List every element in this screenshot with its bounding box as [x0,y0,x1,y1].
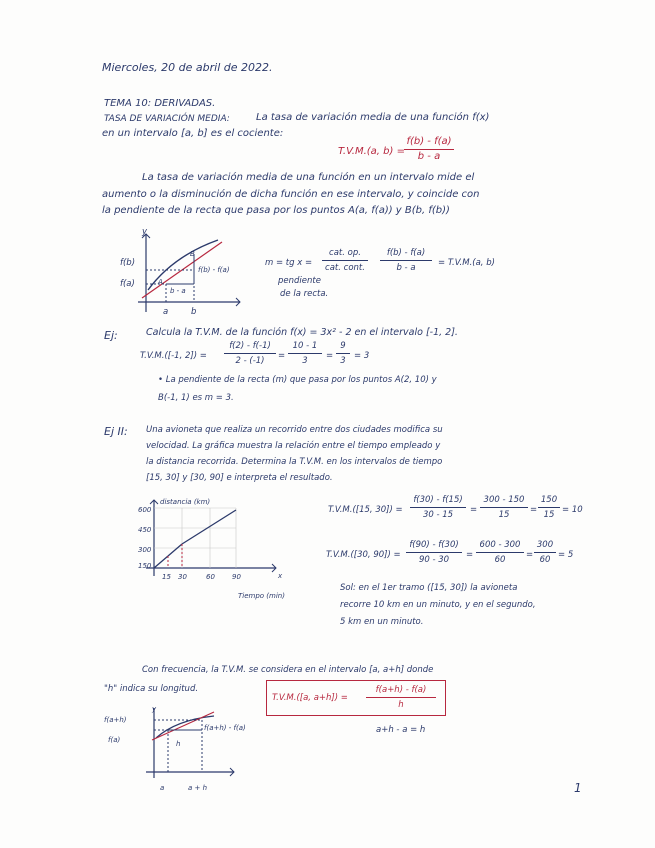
graph2-tick-60: 60 [206,573,215,581]
paragraph-line-2: aumento o la disminución de dicha función en ese intervalo, y coincide con [102,189,480,200]
graph3-x-a: a [160,784,165,792]
graph2-x-label: Tiempo (min) [238,592,285,600]
slope-frac-2-num: f(b) - f(a) [386,248,426,258]
calc2-eq-2: = [526,550,534,560]
increment-h-graph [134,706,244,786]
frequency-line-1: Con frecuencia, la T.V.M. se considera en el intervalo [a, a+h] donde [142,665,434,675]
example2-line-4: [15, 30] y [30, 90] e interpreta el resultado. [146,473,333,483]
calc2-frac-3-den: 60 [539,555,551,565]
solution-line-3: 5 km en un minuto. [340,617,424,627]
tvm-h-underline-note: a+h - a = h [376,725,426,735]
calc1-eq-2: = [530,505,538,515]
example2-line-2: velocidad. La gráfica muestra la relación entre el tiempo empleado y [146,441,441,451]
example2-line-3: la distancia recorrida. Determina la T.V.M. en los intervalos de tiempo [146,457,443,467]
tvm-h-formula-num: f(a+h) - f(a) [375,685,427,695]
graph1-diff-label: f(b) - f(a) [198,266,230,274]
calc1-lhs: T.V.M.([15, 30]) = [328,505,403,515]
definition-line-2: en un intervalo [a, b] es el cociente: [102,128,284,139]
slope-frac-1-num: cat. op. [329,248,361,258]
calc1-frac-2-num: 300 - 150 [483,495,525,505]
slope-note-2: de la recta. [280,289,329,299]
definition-term: TASA DE VARIACIÓN MEDIA: [104,114,230,124]
graph1-x-b: b [191,307,197,317]
slope-frac-2-den: b - a [396,263,416,273]
example1-frac-3-num: 9 [340,341,346,351]
graph3-fah-label: f(a+h) [104,716,127,724]
graph3-h-label: h [176,740,181,748]
graph1-fb-label: f(b) [120,258,136,268]
frequency-line-2: "h" indica su longitud. [104,684,199,694]
calc1-frac-3-num: 150 [540,495,558,505]
definition-line-1: La tasa de variación media de una función f(x) [256,112,490,123]
calc1-frac-3 [538,494,560,521]
example1-frac-2-den: 3 [302,356,308,366]
example1-bullet-line-1: • La pendiente de la recta (m) que pasa por los puntos A(2, 10) y [158,375,437,385]
tvm-formula-fraction [404,136,454,163]
calc2-result: = 5 [558,550,574,560]
slope-lhs: m = tg x = [265,258,313,268]
graph1-point-b: B [190,250,195,258]
calc1-frac-1 [410,494,466,521]
calc2-frac-2-den: 60 [494,555,506,565]
calc2-lhs: T.V.M.([30, 90]) = [326,550,401,560]
example1-frac-3 [336,340,350,367]
calc2-frac-1 [406,539,462,566]
graph1-fa-label: f(a) [120,279,135,289]
example1-result: = 3 [354,351,370,361]
paragraph-line-3: la pendiente de la recta que pasa por los puntos A(a, f(a)) y B(b, f(b)) [102,205,450,216]
graph3-fa-label: f(a) [108,736,121,744]
topic-heading: TEMA 10: DERIVADAS. [104,98,216,109]
graph2-tick-90: 90 [232,573,241,581]
calc2-frac-1-den: 90 - 30 [418,555,450,565]
page-number: 1 [574,781,582,795]
slope-rhs: = T.V.M.(a, b) [438,258,495,268]
date-line: Miercoles, 20 de abril de 2022. [102,61,273,74]
example1-statement: Calcula la T.V.M. de la función f(x) = 3x² - 2 en el intervalo [-1, 2]. [146,327,458,338]
slope-frac-1 [322,247,368,274]
slope-frac-1-den: cat. cont. [325,263,365,273]
tvm-formula-lhs: T.V.M.(a, b) = [338,146,405,157]
calc2-frac-1-num: f(90) - f(30) [409,540,459,550]
calc1-result: = 10 [562,505,583,515]
tvm-formula-numerator: f(b) - f(a) [406,136,452,147]
tvm-h-formula-fraction [366,684,436,711]
calc2-frac-2-num: 600 - 300 [479,540,521,550]
tvm-h-formula-lhs: T.V.M.([a, a+h]) = [272,693,348,703]
example1-eq-2: = [326,351,334,361]
graph3-x-ah: a + h [188,784,208,792]
example1-bullet-line-2: B(-1, 1) es m = 3. [158,393,234,403]
example1-frac-2 [288,340,322,367]
graph2-tick-30: 30 [178,573,187,581]
calc1-frac-2 [480,494,528,521]
calc2-frac-3 [534,539,556,566]
example1-frac-1 [224,340,276,367]
graph2-tick-450: 450 [138,526,152,534]
graph2-tick-300: 300 [138,546,152,554]
calc2-frac-3-num: 300 [536,540,554,550]
example1-frac-3-den: 3 [340,356,346,366]
graph3-y-axis-label: y [152,705,157,713]
graph1-bma-label: b - a [170,287,186,295]
graph2-tick-15: 15 [162,573,171,581]
example1-frac-1-num: f(2) - f(-1) [229,341,271,351]
graph2-y-label: distancia (km) [160,498,211,506]
solution-line-2: recorre 10 km en un minuto, y en el segundo, [340,600,536,610]
calc1-eq-1: = [470,505,478,515]
graph3-diff-label: f(a+h) - f(a) [204,724,246,732]
graph1-point-a: A [158,278,163,286]
calc1-frac-1-num: f(30) - f(15) [413,495,463,505]
calc1-frac-2-den: 15 [498,510,510,520]
example1-frac-2-num: 10 - 1 [292,341,318,351]
slope-frac-2 [380,247,432,274]
slope-note-1: pendiente [278,276,321,286]
example1-eq-1: = [278,351,286,361]
calc1-frac-3-den: 15 [543,510,555,520]
tvm-formula-denominator: b - a [417,151,441,162]
calc2-frac-2 [476,539,524,566]
calc2-eq-1: = [466,550,474,560]
tvm-h-formula-den: h [398,700,404,710]
graph2-tick-150: 150 [138,562,152,570]
paragraph-line-1: La tasa de variación media de una función en un intervalo mide el [142,172,475,183]
example1-lhs: T.V.M.([-1, 2]) = [140,351,207,361]
graph1-x-a: a [163,307,169,317]
graph1-y-axis-label: y [142,227,148,237]
calc1-frac-1-den: 30 - 15 [422,510,454,520]
example2-label: Ej II: [104,425,128,438]
example2-line-1: Una avioneta que realiza un recorrido entre dos ciudades modifica su [146,425,443,435]
solution-line-1: Sol: en el 1er tramo ([15, 30]) la avioneta [340,583,518,593]
graph2-x-axis-letter: x [278,572,283,580]
example1-frac-1-den: 2 - (-1) [235,356,265,366]
graph2-tick-600: 600 [138,506,152,514]
example1-label: Ej: [104,329,118,342]
